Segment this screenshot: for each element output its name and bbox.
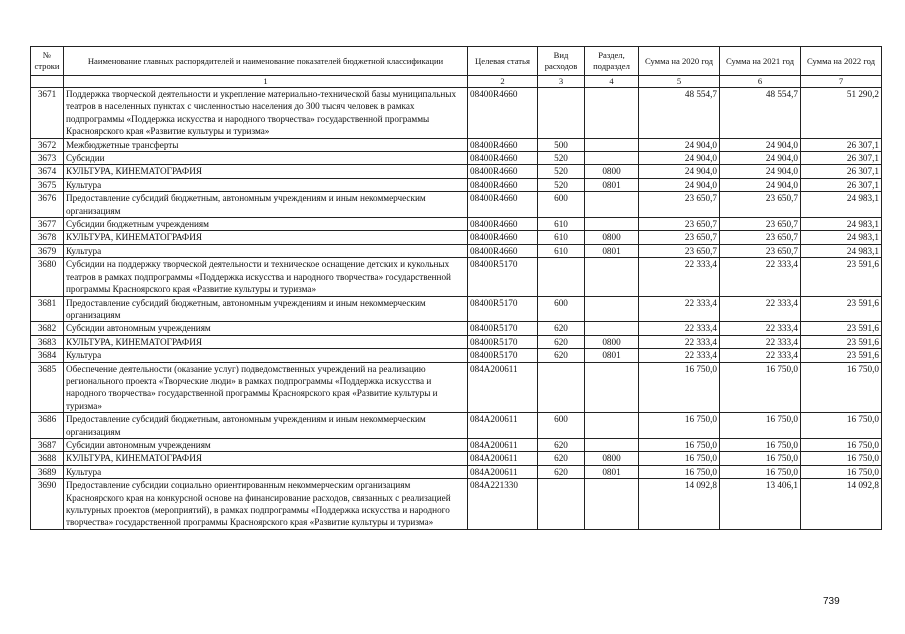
row-sum-2020: 24 904,0 bbox=[639, 165, 720, 178]
row-number: 3673 bbox=[31, 152, 64, 165]
row-target-article: 08400R4660 bbox=[468, 88, 538, 139]
column-number: 4 bbox=[585, 76, 639, 88]
column-number: 3 bbox=[538, 76, 585, 88]
table-row bbox=[31, 296, 882, 322]
row-sum-2020: 23 650,7 bbox=[639, 218, 720, 231]
row-expense-type bbox=[538, 479, 585, 530]
row-sum-2022: 23 591,6 bbox=[801, 296, 882, 322]
row-sum-2022: 14 092,8 bbox=[801, 479, 882, 530]
row-sum-2022: 16 750,0 bbox=[801, 413, 882, 439]
row-number: 3680 bbox=[31, 258, 64, 296]
row-target-article: 084A200611 bbox=[468, 452, 538, 465]
row-target-article: 08400R4660 bbox=[468, 231, 538, 244]
row-expense-type: 610 bbox=[538, 231, 585, 244]
row-target-article: 08400R4660 bbox=[468, 178, 538, 191]
header-sum-2021: Сумма на 2021 год bbox=[720, 47, 801, 76]
row-section: 0800 bbox=[585, 452, 639, 465]
row-number: 3684 bbox=[31, 349, 64, 362]
row-sum-2020: 23 650,7 bbox=[639, 231, 720, 244]
row-sum-2020: 22 333,4 bbox=[639, 296, 720, 322]
row-expense-type: 620 bbox=[538, 335, 585, 348]
row-sum-2022: 24 983,1 bbox=[801, 231, 882, 244]
row-number: 3683 bbox=[31, 335, 64, 348]
row-name: КУЛЬТУРА, КИНЕМАТОГРАФИЯ bbox=[64, 452, 468, 465]
row-expense-type: 620 bbox=[538, 322, 585, 335]
row-name: Межбюджетные трансферты bbox=[64, 138, 468, 151]
column-number: 5 bbox=[639, 76, 720, 88]
row-name: Субсидии автономным учреждениям bbox=[64, 438, 468, 451]
table-row bbox=[31, 349, 882, 362]
row-sum-2020: 14 092,8 bbox=[639, 479, 720, 530]
row-target-article: 08400R4660 bbox=[468, 244, 538, 257]
row-sum-2022: 26 307,1 bbox=[801, 138, 882, 151]
row-sum-2020: 16 750,0 bbox=[639, 452, 720, 465]
row-target-article: 084A200611 bbox=[468, 362, 538, 413]
table-row bbox=[31, 138, 882, 151]
row-name: Обеспечение деятельности (оказание услуг) подведомственных учреждений на реализацию регионального проекта «Творческие люди» в рамках подпрограммы «Поддержка искусства и народного творчества» государственной программы Красноярского края «Развитие культуры и туризма» bbox=[64, 362, 468, 413]
row-sum-2021: 48 554,7 bbox=[720, 88, 801, 139]
row-expense-type bbox=[538, 88, 585, 139]
row-section bbox=[585, 88, 639, 139]
row-sum-2020: 22 333,4 bbox=[639, 258, 720, 296]
budget-table bbox=[30, 46, 882, 530]
row-name: Субсидии bbox=[64, 152, 468, 165]
row-name: Культура bbox=[64, 244, 468, 257]
row-number: 3685 bbox=[31, 362, 64, 413]
table-row bbox=[31, 452, 882, 465]
table-row bbox=[31, 218, 882, 231]
row-expense-type: 620 bbox=[538, 465, 585, 478]
row-sum-2020: 24 904,0 bbox=[639, 138, 720, 151]
row-section bbox=[585, 258, 639, 296]
row-target-article: 08400R5170 bbox=[468, 322, 538, 335]
table-row bbox=[31, 88, 882, 139]
row-number: 3688 bbox=[31, 452, 64, 465]
header-section: Раздел, подраздел bbox=[585, 47, 639, 76]
row-target-article: 084A200611 bbox=[468, 438, 538, 451]
row-target-article: 08400R5170 bbox=[468, 335, 538, 348]
row-section bbox=[585, 362, 639, 413]
row-expense-type: 610 bbox=[538, 218, 585, 231]
table-row bbox=[31, 479, 882, 530]
table-body bbox=[31, 88, 882, 530]
row-expense-type bbox=[538, 258, 585, 296]
row-expense-type: 520 bbox=[538, 178, 585, 191]
row-section bbox=[585, 192, 639, 218]
row-sum-2021: 22 333,4 bbox=[720, 335, 801, 348]
row-section bbox=[585, 218, 639, 231]
row-name: Культура bbox=[64, 465, 468, 478]
row-section: 0801 bbox=[585, 349, 639, 362]
row-number: 3676 bbox=[31, 192, 64, 218]
row-target-article: 08400R5170 bbox=[468, 349, 538, 362]
row-target-article: 08400R4660 bbox=[468, 138, 538, 151]
row-sum-2021: 24 904,0 bbox=[720, 165, 801, 178]
row-name: КУЛЬТУРА, КИНЕМАТОГРАФИЯ bbox=[64, 165, 468, 178]
row-expense-type: 610 bbox=[538, 244, 585, 257]
column-number: 6 bbox=[720, 76, 801, 88]
row-sum-2022: 16 750,0 bbox=[801, 452, 882, 465]
row-sum-2020: 22 333,4 bbox=[639, 349, 720, 362]
row-name: Субсидии автономным учреждениям bbox=[64, 322, 468, 335]
row-sum-2020: 23 650,7 bbox=[639, 192, 720, 218]
row-expense-type: 620 bbox=[538, 349, 585, 362]
row-expense-type: 600 bbox=[538, 296, 585, 322]
row-name: Предоставление субсидий бюджетным, автономным учреждениям и иным некоммерческим организациям bbox=[64, 296, 468, 322]
row-section: 0800 bbox=[585, 231, 639, 244]
row-number: 3671 bbox=[31, 88, 64, 139]
table-row bbox=[31, 362, 882, 413]
row-section bbox=[585, 296, 639, 322]
header-expense-type: Вид расходов bbox=[538, 47, 585, 76]
row-sum-2020: 22 333,4 bbox=[639, 335, 720, 348]
row-expense-type: 620 bbox=[538, 438, 585, 451]
row-number: 3678 bbox=[31, 231, 64, 244]
table-row bbox=[31, 165, 882, 178]
row-sum-2022: 26 307,1 bbox=[801, 165, 882, 178]
row-target-article: 084A200611 bbox=[468, 465, 538, 478]
row-sum-2022: 51 290,2 bbox=[801, 88, 882, 139]
row-sum-2022: 24 983,1 bbox=[801, 244, 882, 257]
header-sum-2020: Сумма на 2020 год bbox=[639, 47, 720, 76]
row-sum-2022: 16 750,0 bbox=[801, 438, 882, 451]
row-sum-2021: 22 333,4 bbox=[720, 296, 801, 322]
row-sum-2020: 16 750,0 bbox=[639, 438, 720, 451]
row-sum-2021: 24 904,0 bbox=[720, 138, 801, 151]
row-sum-2022: 26 307,1 bbox=[801, 178, 882, 191]
header-name: Наименование главных распорядителей и наименование показателей бюджетной классификации bbox=[64, 47, 468, 76]
column-number: 7 bbox=[801, 76, 882, 88]
table-row bbox=[31, 192, 882, 218]
table-row bbox=[31, 258, 882, 296]
row-number: 3686 bbox=[31, 413, 64, 439]
row-target-article: 08400R5170 bbox=[468, 296, 538, 322]
row-sum-2020: 16 750,0 bbox=[639, 413, 720, 439]
row-name: Субсидии бюджетным учреждениям bbox=[64, 218, 468, 231]
row-sum-2021: 16 750,0 bbox=[720, 362, 801, 413]
row-sum-2020: 48 554,7 bbox=[639, 88, 720, 139]
row-section: 0801 bbox=[585, 178, 639, 191]
row-expense-type: 500 bbox=[538, 138, 585, 151]
table-row bbox=[31, 244, 882, 257]
table-row bbox=[31, 231, 882, 244]
row-sum-2022: 16 750,0 bbox=[801, 362, 882, 413]
row-expense-type: 600 bbox=[538, 192, 585, 218]
row-sum-2021: 23 650,7 bbox=[720, 244, 801, 257]
row-name: Поддержка творческой деятельности и укрепление материально-технической базы муниципальных театров в населенных пунктах с численностью населения до 300 тысяч человек в рамках подпрограммы «Поддержка искусства и народного творчества» государственной программы Красноярского края «Развитие культуры и туризма» bbox=[64, 88, 468, 139]
row-name: Предоставление субсидии социально ориентированным некоммерческим организациям Красноярского края на конкурсной основе на финансирование расходов, связанных с реализацией культурных проектов (мероприятий), в рамках подпрограммы «Поддержка искусства и народного творчества» государственной программы Красноярского края «Развитие культуры и туризма» bbox=[64, 479, 468, 530]
row-section bbox=[585, 138, 639, 151]
row-sum-2021: 24 904,0 bbox=[720, 152, 801, 165]
row-name: Предоставление субсидий бюджетным, автономным учреждениям и иным некоммерческим организациям bbox=[64, 413, 468, 439]
column-number bbox=[31, 76, 64, 88]
row-target-article: 08400R4660 bbox=[468, 218, 538, 231]
table-row bbox=[31, 438, 882, 451]
row-expense-type bbox=[538, 362, 585, 413]
row-number: 3674 bbox=[31, 165, 64, 178]
row-sum-2020: 23 650,7 bbox=[639, 244, 720, 257]
row-sum-2022: 24 983,1 bbox=[801, 192, 882, 218]
row-sum-2021: 16 750,0 bbox=[720, 465, 801, 478]
row-section bbox=[585, 413, 639, 439]
row-section bbox=[585, 152, 639, 165]
row-name: КУЛЬТУРА, КИНЕМАТОГРАФИЯ bbox=[64, 335, 468, 348]
table-row bbox=[31, 335, 882, 348]
row-name: Культура bbox=[64, 349, 468, 362]
row-section: 0800 bbox=[585, 165, 639, 178]
row-sum-2021: 13 406,1 bbox=[720, 479, 801, 530]
row-sum-2020: 16 750,0 bbox=[639, 362, 720, 413]
row-section bbox=[585, 479, 639, 530]
column-number-row bbox=[31, 76, 882, 88]
row-section: 0801 bbox=[585, 465, 639, 478]
row-sum-2020: 24 904,0 bbox=[639, 178, 720, 191]
row-target-article: 08400R4660 bbox=[468, 165, 538, 178]
column-number: 1 bbox=[64, 76, 468, 88]
row-number: 3690 bbox=[31, 479, 64, 530]
row-number: 3677 bbox=[31, 218, 64, 231]
row-sum-2021: 22 333,4 bbox=[720, 349, 801, 362]
row-sum-2022: 26 307,1 bbox=[801, 152, 882, 165]
row-sum-2021: 23 650,7 bbox=[720, 192, 801, 218]
table-row bbox=[31, 322, 882, 335]
row-number: 3675 bbox=[31, 178, 64, 191]
row-sum-2022: 24 983,1 bbox=[801, 218, 882, 231]
row-sum-2021: 22 333,4 bbox=[720, 322, 801, 335]
row-section bbox=[585, 438, 639, 451]
row-expense-type: 520 bbox=[538, 152, 585, 165]
row-sum-2021: 23 650,7 bbox=[720, 231, 801, 244]
row-sum-2021: 23 650,7 bbox=[720, 218, 801, 231]
page-number: 739 bbox=[823, 596, 840, 607]
column-number: 2 bbox=[468, 76, 538, 88]
row-number: 3681 bbox=[31, 296, 64, 322]
row-expense-type: 520 bbox=[538, 165, 585, 178]
row-sum-2022: 23 591,6 bbox=[801, 335, 882, 348]
row-sum-2020: 24 904,0 bbox=[639, 152, 720, 165]
row-sum-2022: 23 591,6 bbox=[801, 322, 882, 335]
row-sum-2020: 16 750,0 bbox=[639, 465, 720, 478]
row-number: 3682 bbox=[31, 322, 64, 335]
row-section: 0801 bbox=[585, 244, 639, 257]
row-section bbox=[585, 322, 639, 335]
row-sum-2020: 22 333,4 bbox=[639, 322, 720, 335]
row-target-article: 084A221330 bbox=[468, 479, 538, 530]
row-sum-2022: 23 591,6 bbox=[801, 258, 882, 296]
row-expense-type: 620 bbox=[538, 452, 585, 465]
table-row bbox=[31, 178, 882, 191]
header-sum-2022: Сумма на 2022 год bbox=[801, 47, 882, 76]
table-row bbox=[31, 152, 882, 165]
row-target-article: 08400R5170 bbox=[468, 258, 538, 296]
header-row-number: № строки bbox=[31, 47, 64, 76]
row-name: Субсидии на поддержку творческой деятельности и техническое оснащение детских и кукольных театров в рамках подпрограммы «Поддержка искусства и народного творчества» государственной программы Красноярского края «Развитие культуры и туризма» bbox=[64, 258, 468, 296]
row-number: 3687 bbox=[31, 438, 64, 451]
row-name: Предоставление субсидий бюджетным, автономным учреждениям и иным некоммерческим организациям bbox=[64, 192, 468, 218]
row-name: КУЛЬТУРА, КИНЕМАТОГРАФИЯ bbox=[64, 231, 468, 244]
row-number: 3672 bbox=[31, 138, 64, 151]
row-sum-2021: 16 750,0 bbox=[720, 413, 801, 439]
row-name: Культура bbox=[64, 178, 468, 191]
row-sum-2022: 23 591,6 bbox=[801, 349, 882, 362]
row-target-article: 08400R4660 bbox=[468, 152, 538, 165]
row-expense-type: 600 bbox=[538, 413, 585, 439]
row-sum-2021: 16 750,0 bbox=[720, 452, 801, 465]
header-target-article: Целевая статья bbox=[468, 47, 538, 76]
row-target-article: 08400R4660 bbox=[468, 192, 538, 218]
row-target-article: 084A200611 bbox=[468, 413, 538, 439]
table-row bbox=[31, 413, 882, 439]
row-sum-2022: 16 750,0 bbox=[801, 465, 882, 478]
table-row bbox=[31, 465, 882, 478]
row-number: 3679 bbox=[31, 244, 64, 257]
row-sum-2021: 22 333,4 bbox=[720, 258, 801, 296]
row-sum-2021: 24 904,0 bbox=[720, 178, 801, 191]
header-row bbox=[31, 47, 882, 76]
row-sum-2021: 16 750,0 bbox=[720, 438, 801, 451]
row-number: 3689 bbox=[31, 465, 64, 478]
row-section: 0800 bbox=[585, 335, 639, 348]
